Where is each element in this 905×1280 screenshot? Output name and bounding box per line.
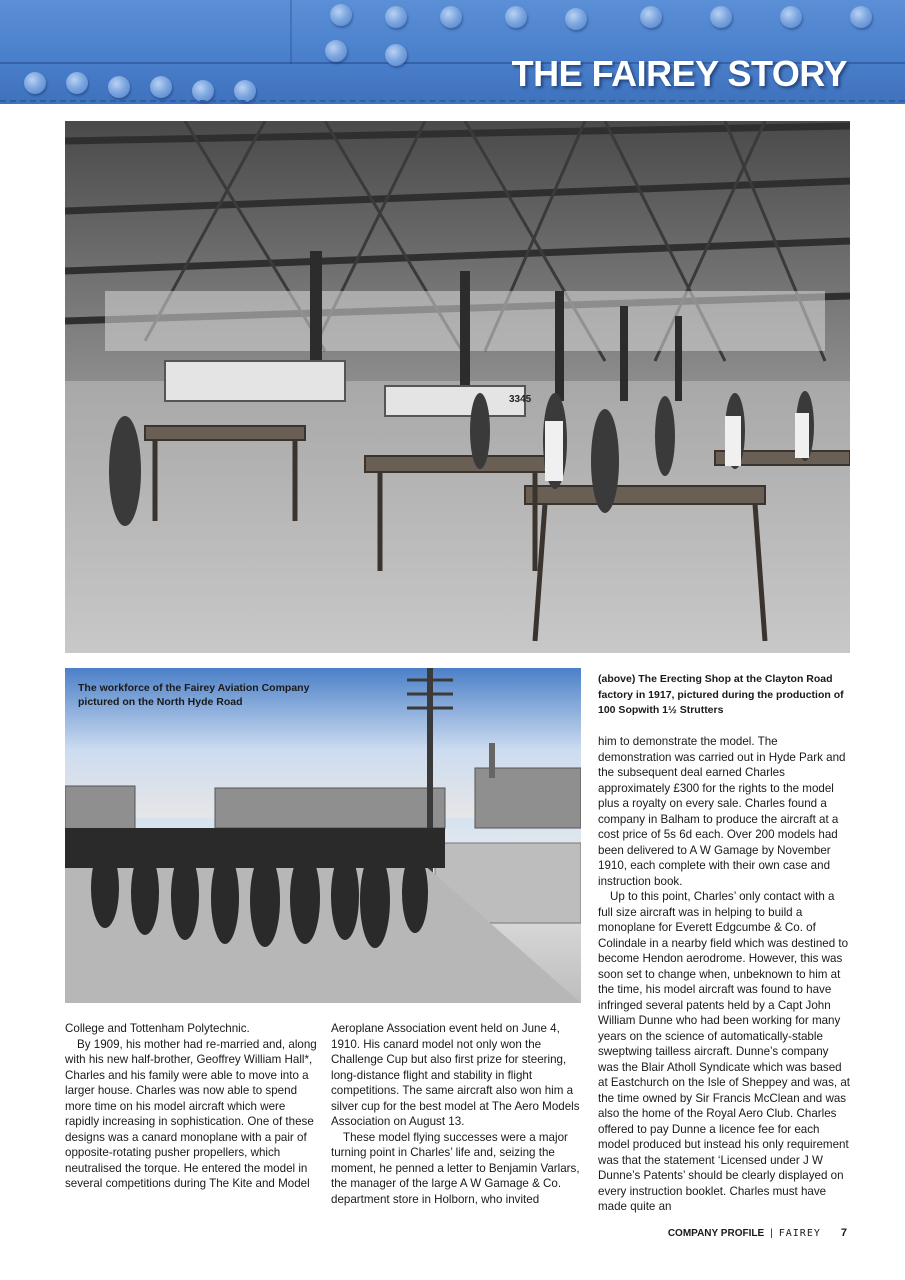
rivet-icon xyxy=(192,80,214,102)
rivet-icon xyxy=(325,40,347,62)
rivet-icon xyxy=(234,80,256,102)
paragraph: These model flying successes were a major turning point in Charles’ life and, seizing the moment, he penned a letter to Benjamin Varlars, the manager of the large A W Gamage & Co. department store in Holborn, who invited xyxy=(331,1130,580,1206)
rivet-icon xyxy=(505,6,527,28)
rivet-icon xyxy=(66,72,88,94)
paragraph: By 1909, his mother had re-married and, along with his new half-brother, Geoffrey William Hall*, Charles and his family were able to move into a larger house. Charles was now able to spend more time on his model aircraft which were rapidly increasing in sophistication. One of these designs was a canard monoplane with a pair of opposite-rotating pusher propellers, which neutralised the torque. He entered the model in several competitions during The Kite and Model xyxy=(65,1037,317,1190)
rivet-icon xyxy=(710,6,732,28)
footer-brand: FAIREY xyxy=(778,1227,821,1239)
erecting-shop-illustration xyxy=(65,121,850,653)
rivet-icon xyxy=(385,44,407,66)
page-number: 7 xyxy=(840,1227,847,1239)
article-column-3 xyxy=(598,734,850,1215)
workforce-photo-caption: The workforce of the Fairey Aviation Company pictured on the North Hyde Road xyxy=(78,682,310,708)
chimney xyxy=(489,743,495,778)
paragraph: him to demonstrate the model. The demonstration was carried out in Hyde Park and the subsequent deal earned Charles approximately £300 for the rights to the model plus a royalty on every sale. Charles found a company in Balham to produce the aircraft at a cost price of 5s 6d each. Over 200 models had been delivered to A W Gamage by November 1910, each complete with their own case and instruction book. xyxy=(598,735,846,888)
article-column-2 xyxy=(331,1021,583,1207)
rivet-icon xyxy=(640,6,662,28)
rivet-icon xyxy=(385,6,407,28)
article-column-1 xyxy=(65,1021,317,1192)
aircraft-serial-marking: 3345 xyxy=(509,394,532,405)
rivet-icon xyxy=(780,6,802,28)
page-header xyxy=(0,0,905,104)
header-dashed-rule xyxy=(0,100,905,102)
rivet-icon xyxy=(108,76,130,98)
workforce-illustration xyxy=(65,668,581,1003)
workforce-photo xyxy=(65,668,581,1003)
rivet-icon xyxy=(330,4,352,26)
rivet-icon xyxy=(565,8,587,30)
paragraph: Aeroplane Association event held on June 4, 1910. His canard model not only won the Challenge Cup but also first prize for steering, long-distance flight and stability in flight competitions. The same aircraft also won him a silver cup for the best model at The Aero Models Association on August 13. xyxy=(331,1022,580,1128)
rivet-icon xyxy=(850,6,872,28)
page-footer xyxy=(668,1225,847,1241)
paragraph: College and Tottenham Polytechnic. xyxy=(65,1022,250,1035)
erecting-shop-photo-caption: (above) The Erecting Shop at the Clayton Road factory in 1917, pictured during the production of 100 Sopwith 1½ Strutters xyxy=(598,673,844,716)
rivet-icon xyxy=(150,76,172,98)
rivet-icon xyxy=(24,72,46,94)
paragraph: Up to this point, Charles’ only contact with a full size aircraft was in helping to build a monoplane for Everett Edgcumbe & Co. of Colindale in a nearby field which was destined to become Hendon aerodrome. However, this was soon set to change when, unbeknown to him at the time, his model aircraft was found to have infringed several patents held by a Capt John William Dunne who had been working for many years on the science of automatically-stable sweptwing tailless aircraft. Dunne’s company was the Blair Atholl Syndicate which was based at Eastchurch on the Isle of Sheppey and was, at the time owned by Sir Francis McClean and was also the home of the Royal Aero Club. Charles offered to pay Dunne a licence fee for each model produced but instead his only requirement was that the statement ‘Licensed under J W Dunne’s Patents’ should be clearly displayed on every instruction booklet. Charles must have made quite an xyxy=(598,890,850,1213)
erecting-shop-photo xyxy=(65,121,850,653)
footer-separator: | xyxy=(770,1227,773,1239)
footer-section: COMPANY PROFILE xyxy=(667,1227,765,1239)
header-plate-seam xyxy=(290,0,292,64)
page-title: THE FAIREY STORY xyxy=(511,53,847,94)
rivet-icon xyxy=(440,6,462,28)
